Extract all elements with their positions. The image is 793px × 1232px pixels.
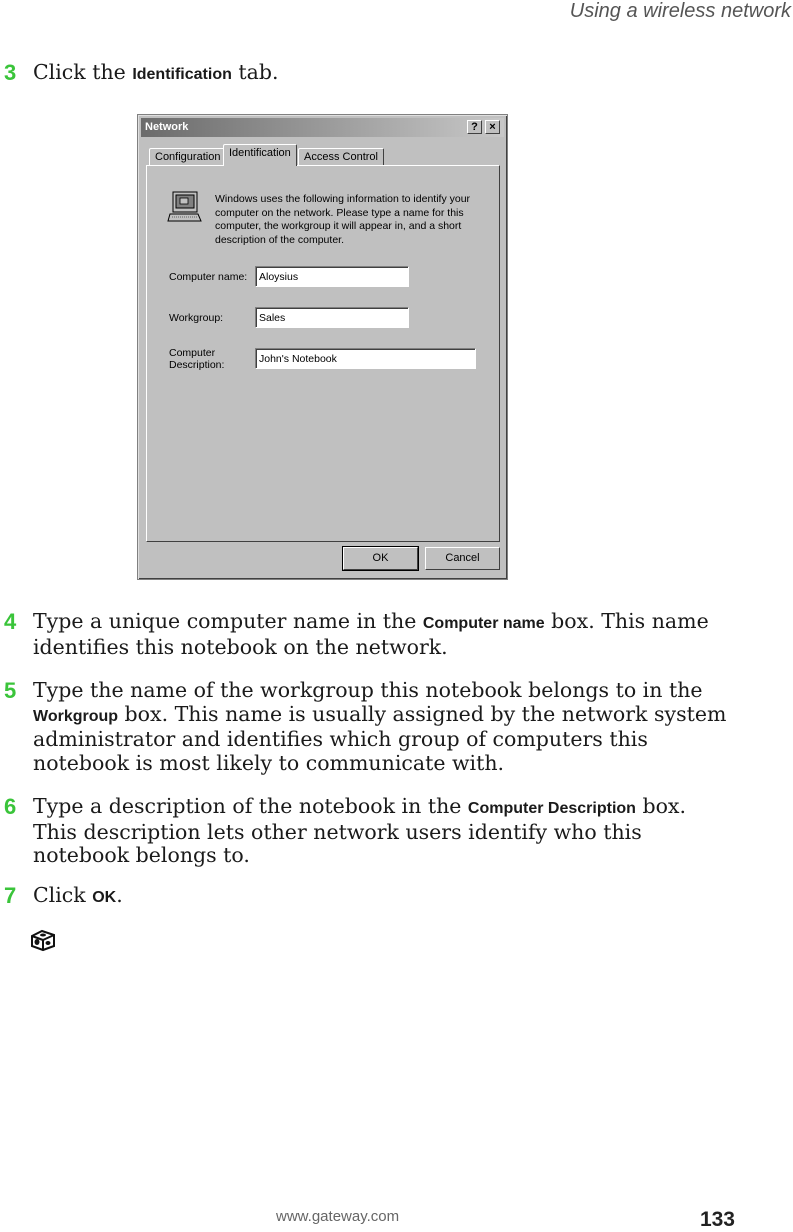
workgroup-label: Workgroup: xyxy=(169,312,224,324)
gateway-logo-icon xyxy=(28,928,58,952)
step-number: 5 xyxy=(4,678,17,703)
ok-button[interactable]: OK xyxy=(343,547,418,570)
network-dialog xyxy=(137,114,508,580)
ui-term: OK xyxy=(92,889,117,906)
close-button[interactable]: × xyxy=(485,120,500,134)
footer-url: www.gateway.com xyxy=(276,1208,400,1225)
identification-panel xyxy=(146,165,500,542)
page-number: 133 xyxy=(699,1208,735,1231)
tab-identification[interactable]: Identification xyxy=(223,144,297,166)
description-label-line1: Computer xyxy=(169,347,216,359)
step-text: . xyxy=(116,883,123,907)
step-6 xyxy=(0,795,735,868)
step-text: Click the xyxy=(33,60,133,84)
step-3 xyxy=(0,61,735,87)
step-text: Type a unique computer name in the xyxy=(33,609,423,633)
ui-term: Workgroup xyxy=(33,707,119,725)
computer-name-input[interactable] xyxy=(255,266,409,287)
step-4 xyxy=(0,610,735,659)
step-number: 4 xyxy=(4,609,17,634)
step-text: Click xyxy=(33,883,93,907)
step-number: 3 xyxy=(4,60,17,85)
dialog-titlebar xyxy=(141,118,504,137)
info-text: Windows uses the following information to identify your computer on the network. Please type a name for this computer, the workgroup it will appear in, and a short description of the computer. xyxy=(215,193,471,246)
computer-icon xyxy=(167,190,203,224)
description-input[interactable] xyxy=(255,348,476,369)
workgroup-input[interactable] xyxy=(255,307,409,328)
help-button[interactable]: ? xyxy=(467,120,482,134)
step-number: 7 xyxy=(4,883,17,908)
cancel-button[interactable]: Cancel xyxy=(425,547,500,570)
step-7 xyxy=(0,884,735,910)
step-number: 6 xyxy=(4,794,17,819)
step-text: box. This name identifies this notebook on the network. xyxy=(33,609,709,659)
step-text: tab. xyxy=(231,60,279,84)
description-label-line2: Description: xyxy=(169,359,225,371)
computer-name-label: Computer name: xyxy=(169,271,248,283)
step-text: Type the name of the workgroup this notebook belongs to in the xyxy=(33,678,703,702)
step-5 xyxy=(0,679,735,775)
tab-access-control[interactable]: Access Control xyxy=(298,148,384,165)
running-header: Using a wireless network xyxy=(569,0,791,22)
description-label xyxy=(169,347,224,371)
ui-term: Computer name xyxy=(422,615,545,632)
dialog-title: Network xyxy=(145,121,189,133)
ui-term: Computer Description xyxy=(467,800,636,817)
step-text: box. This description lets other network users identify who this notebook belongs to. xyxy=(33,794,686,867)
ui-term: Identification xyxy=(132,66,232,83)
step-text: Type a description of the notebook in the xyxy=(33,794,468,818)
step-text: box. This name is usually assigned by the network system administrator and identifies which group of computers this notebook is most likely to communicate with. xyxy=(33,701,727,775)
tab-configuration[interactable]: Configuration xyxy=(149,148,226,165)
